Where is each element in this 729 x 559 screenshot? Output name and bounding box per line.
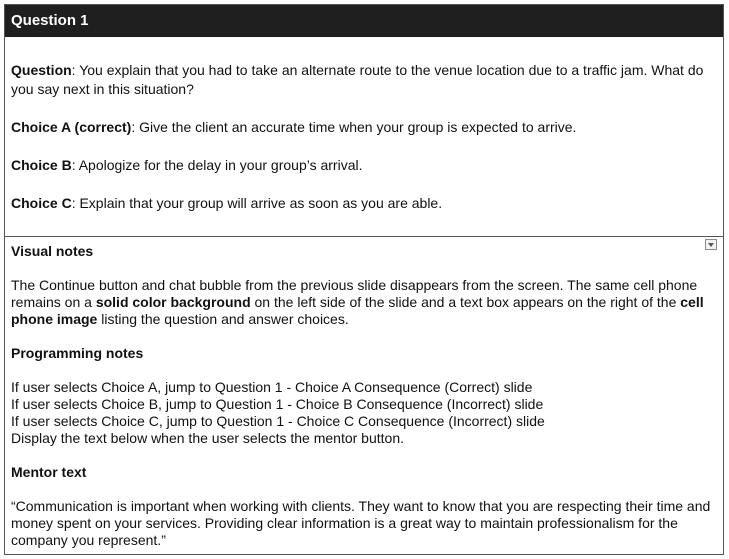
chevron-down-icon[interactable]	[705, 239, 717, 250]
visual-notes-bold-2: cell phone image	[11, 294, 704, 327]
question-text: : You explain that you had to take an alternate route to the venue location due to a traffic jam. What do you say next in this situation?	[11, 62, 704, 97]
programming-line: Display the text below when the user selects the mentor button.	[11, 430, 404, 446]
card-title: Question 1	[11, 12, 89, 29]
choice-c-text: : Explain that your group will arrive as soon as you are able.	[71, 195, 443, 211]
choice-a	[11, 118, 717, 137]
visual-notes-text-1: The Continue button and chat bubble from the previous slide disappears from the screen. The same cell phone remains on a	[11, 277, 698, 310]
visual-notes-bold-1: solid color background	[95, 294, 251, 310]
choice-c	[11, 194, 717, 213]
card-header	[5, 5, 723, 37]
choice-a-label: Choice A (correct)	[11, 119, 132, 135]
programming-line: If user selects Choice B, jump to Question 1 - Choice B Consequence (Incorrect) slide	[11, 396, 544, 412]
programming-line: If user selects Choice C, jump to Question 1 - Choice C Consequence (Incorrect) slide	[11, 413, 545, 429]
choice-c-label: Choice C	[11, 195, 72, 211]
choice-b-label: Choice B	[11, 157, 72, 173]
visual-notes-text-3: listing the question and answer choices.	[97, 311, 349, 327]
mentor-heading: Mentor text	[11, 464, 87, 480]
programming-notes-heading: Programming notes	[11, 345, 144, 361]
visual-notes-heading: Visual notes	[11, 243, 94, 259]
programming-line: If user selects Choice A, jump to Question 1 - Choice A Consequence (Correct) slide	[11, 379, 533, 395]
visual-notes-text	[11, 277, 717, 328]
mentor-text: “Communication is important when working with clients. They want to know that you are respecting their time and money spent on your services. Providing clear information is a great way to maintain professionalism for the company you represent.”	[11, 498, 711, 548]
question-label: Question	[11, 62, 72, 78]
question-section	[5, 37, 723, 237]
notes-section	[5, 237, 723, 549]
question-card	[4, 4, 724, 555]
visual-notes-text-2: on the left side of the slide and a text box appears on the right of the	[250, 294, 681, 310]
question-paragraph	[11, 61, 717, 99]
choice-a-text: : Give the client an accurate time when your group is expected to arrive.	[131, 119, 577, 135]
choice-b-text: : Apologize for the delay in your group’s arrival.	[71, 157, 363, 173]
choice-b	[11, 156, 717, 175]
